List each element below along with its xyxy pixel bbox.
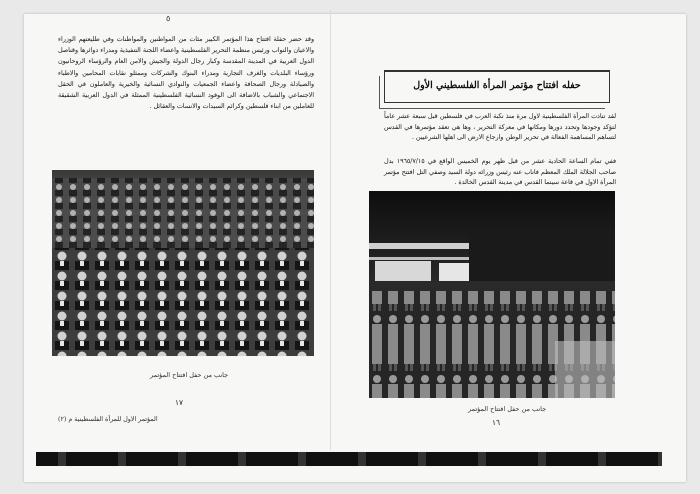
scan-bottom-edge xyxy=(36,452,662,466)
title-box xyxy=(384,70,610,103)
right-paragraph-2: ففي تمام الساعة الحادية عشر من قبل ظهر يوم الخميس الواقع في ١٩٦٥/٧/١٥ بدل صاحب الجلالة الملك المعظم فاناب عنه رئيس وزرائه دولة السيد وصفي التل افتتح مؤتمر المرأة الاول في قاعة سينما القدس في مدينة القدس الخالدة . xyxy=(384,158,616,186)
page-gutter xyxy=(330,10,331,450)
right-paragraph-1: لقد تنادت المرأة الفلسطينية لاول مرة منذ نكبة العرب في فلسطين قبل سبعة عشر عاماً لتؤكد وجودها وتحدد دورها ومكانها في معركة التحرير ، وها هي تعقد مؤتمرها في القدس لتساهم المساهمة الفعالة في تحرير الوطن وارجاع الارض الى اهلها الشرعيين . xyxy=(384,113,616,141)
stage-photo-graphic xyxy=(369,191,615,398)
left-paragraph: وقد حضر حفلة افتتاح هذا المؤتمر الكبير مئات من المواطنين والمواطنات وفي طليعتهم الوزراء والاعيان والنواب ورئيس منظمة التحرير الفلسطينية واعضاء اللجنة التنفيذية ومدراء دوائرها وقناصل الدول العربية في المدينة المقدسة وكبار رجال الدولة والجيش والامن العام والرؤساء الروحانيون ورؤساء البلديات والغرف التجارية ومدراء البنوك والشركات وممثلو نقابات المحامين والاطباء والصيادلة ورجال الصحافة واعضاء الجمعيات والنوادي النسائية والخيرية والعاملون في الحقل الاجتماعي والشباب بالاضافة الى الوفود النسائية الفلسطينية الممثلة في الدول العربية الشقيقة للعاملين من ابناء فلسطين وكرائم السيدات والانسات والعقائل . xyxy=(58,36,314,111)
top-mark: ٥ xyxy=(166,14,171,23)
left-photo-caption: جانب من حفل افتتاح المؤتمر xyxy=(150,371,229,379)
left-footer: المؤتمر الاول للمرأة الفلسطينية م (٢) xyxy=(58,416,158,423)
stage-photo xyxy=(369,191,615,398)
left-page-number: ١٧ xyxy=(175,398,184,407)
audience-photo xyxy=(52,170,314,356)
right-photo-caption: جانب من حفل افتتاح المؤتمر xyxy=(468,405,547,413)
page-title: حفله افتتاح مؤتمر المرأة الفلسطيني الأول xyxy=(413,80,581,91)
audience-photo-graphic xyxy=(52,170,314,356)
right-page-number: ١٦ xyxy=(492,418,501,427)
